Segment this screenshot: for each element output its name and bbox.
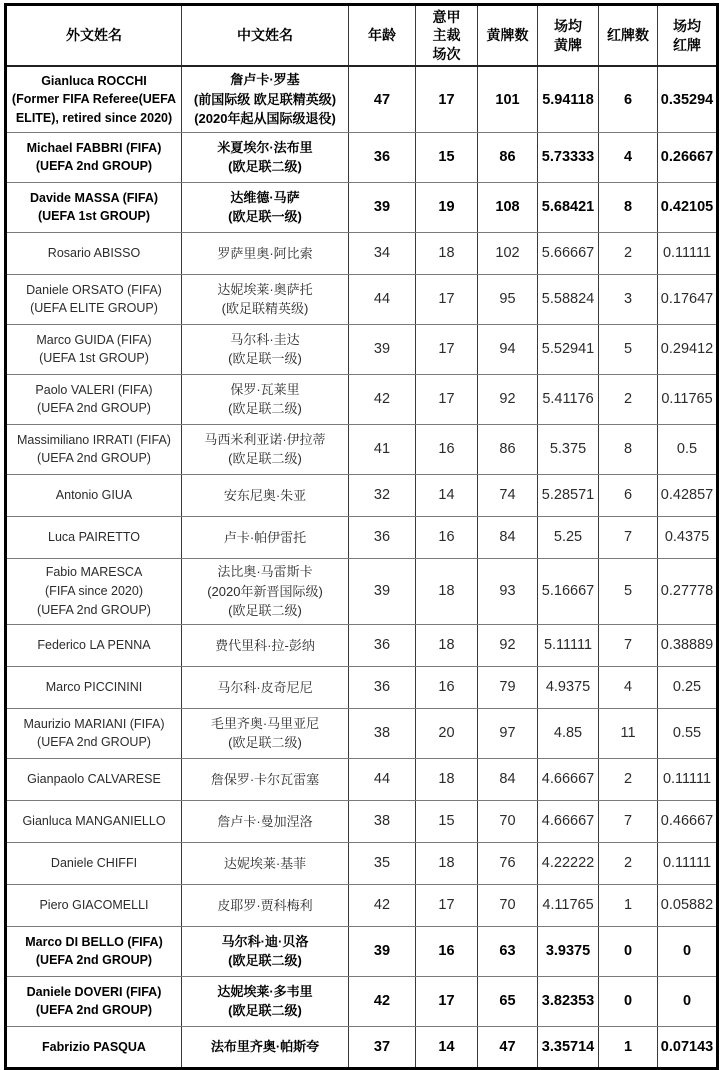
cell-foreign-name: [6, 884, 182, 926]
text-line: 意甲: [432, 9, 461, 25]
text-line: (UEFA ELITE GROUP): [30, 301, 158, 316]
text-line: (UEFA 2nd GROUP): [37, 451, 151, 466]
cell-foreign-name: [6, 474, 182, 516]
text-line: 马尔科·迪·贝洛: [221, 933, 309, 949]
cell-red-per-match: 0.11765: [658, 374, 718, 424]
cell-chinese-name: [182, 324, 349, 374]
table-row: [6, 274, 718, 324]
text-line: (UEFA 1st GROUP): [37, 209, 151, 224]
cell-red-per-match: 0.4375: [658, 516, 718, 558]
cell-yellow-cards: 84: [478, 516, 538, 558]
cell-foreign-name: [6, 66, 182, 132]
cell-serie-a-matches: 18: [416, 232, 478, 274]
cell-red-per-match: 0.38889: [658, 624, 718, 666]
text-line: 年龄: [368, 27, 396, 44]
cell-foreign-name: [6, 232, 182, 274]
cell-yellow-per-match: 3.9375: [538, 926, 599, 976]
text-line: 詹卢卡·曼加涅洛: [217, 813, 313, 829]
cell-age: 42: [349, 374, 416, 424]
text-line: 安东尼奥·朱亚: [223, 487, 307, 503]
table-row: [6, 132, 718, 182]
cell-yellow-cards: 70: [478, 800, 538, 842]
text-line: 场均: [673, 18, 701, 35]
cell-yellow-cards: 92: [478, 374, 538, 424]
text-line: Fabrizio PASQUA: [42, 1039, 146, 1054]
text-line: (欧足联一级): [228, 351, 302, 367]
cell-foreign-name: [6, 666, 182, 708]
text-line: 皮耶罗·贾科梅利: [217, 897, 313, 913]
cell-yellow-cards: 93: [478, 558, 538, 624]
cell-yellow-cards: 65: [478, 976, 538, 1026]
cell-red-cards: 6: [599, 66, 658, 132]
header-age: [349, 5, 416, 67]
cell-age: 39: [349, 324, 416, 374]
table-row: [6, 558, 718, 624]
cell-foreign-name: [6, 424, 182, 474]
cell-yellow-per-match: 4.66667: [538, 758, 599, 800]
text-line: 达妮埃莱·奥萨托: [217, 281, 313, 297]
text-line: Marco GUIDA (FIFA): [36, 332, 152, 347]
cell-chinese-name: [182, 624, 349, 666]
cell-red-cards: 1: [599, 884, 658, 926]
cell-serie-a-matches: 15: [416, 800, 478, 842]
cell-red-per-match: 0.07143: [658, 1026, 718, 1068]
cell-chinese-name: [182, 66, 349, 132]
cell-age: 37: [349, 1026, 416, 1068]
text-line: 场次: [432, 45, 461, 62]
cell-age: 39: [349, 182, 416, 232]
cell-red-per-match: 0.11111: [658, 842, 718, 884]
cell-serie-a-matches: 16: [416, 666, 478, 708]
cell-age: 36: [349, 132, 416, 182]
cell-foreign-name: [6, 1026, 182, 1068]
cell-red-per-match: 0.17647: [658, 274, 718, 324]
text-line: (UEFA 2nd GROUP): [37, 401, 151, 416]
cell-yellow-per-match: 4.9375: [538, 666, 599, 708]
cell-age: 36: [349, 666, 416, 708]
cell-foreign-name: [6, 800, 182, 842]
cell-foreign-name: [6, 274, 182, 324]
table-header: [6, 5, 718, 67]
table-row: [6, 424, 718, 474]
cell-yellow-cards: 70: [478, 884, 538, 926]
cell-chinese-name: [182, 182, 349, 232]
cell-serie-a-matches: 17: [416, 374, 478, 424]
cell-yellow-per-match: 3.35714: [538, 1026, 599, 1068]
cell-chinese-name: [182, 274, 349, 324]
text-line: 费代里科·拉-彭纳: [215, 637, 315, 653]
cell-foreign-name: [6, 182, 182, 232]
cell-foreign-name: [6, 708, 182, 758]
cell-age: 39: [349, 558, 416, 624]
text-line: 罗萨里奥·阿比索: [217, 245, 313, 261]
cell-red-cards: 2: [599, 842, 658, 884]
cell-chinese-name: [182, 558, 349, 624]
cell-red-per-match: 0.11111: [658, 758, 718, 800]
cell-red-per-match: 0.42857: [658, 474, 718, 516]
cell-yellow-cards: 102: [478, 232, 538, 274]
header-red-per-match: [658, 5, 718, 67]
cell-age: 42: [349, 976, 416, 1026]
cell-yellow-per-match: 4.85: [538, 708, 599, 758]
cell-red-cards: 3: [599, 274, 658, 324]
cell-red-cards: 5: [599, 324, 658, 374]
text-line: (前国际级 欧足联精英级): [193, 91, 337, 107]
text-line: Gianluca ROCCHI: [41, 73, 147, 88]
text-line: 卢卡·帕伊雷托: [223, 529, 307, 545]
cell-red-cards: 2: [599, 758, 658, 800]
cell-serie-a-matches: 17: [416, 884, 478, 926]
text-line: Rosario ABISSO: [47, 246, 141, 261]
cell-red-cards: 4: [599, 666, 658, 708]
cell-chinese-name: [182, 232, 349, 274]
cell-red-cards: 6: [599, 474, 658, 516]
cell-serie-a-matches: 16: [416, 926, 478, 976]
text-line: ELITE), retired since 2020): [15, 111, 173, 126]
cell-yellow-cards: 97: [478, 708, 538, 758]
text-line: Marco PICCININI: [45, 680, 143, 695]
table-row: [6, 708, 718, 758]
header-serie-a-matches: [416, 5, 478, 67]
cell-red-cards: 5: [599, 558, 658, 624]
cell-chinese-name: [182, 132, 349, 182]
cell-red-cards: 8: [599, 424, 658, 474]
cell-serie-a-matches: 17: [416, 66, 478, 132]
table-row: [6, 474, 718, 516]
header-yellow-per-match: [538, 5, 599, 67]
cell-red-per-match: 0.5: [658, 424, 718, 474]
cell-red-cards: 11: [599, 708, 658, 758]
cell-serie-a-matches: 18: [416, 758, 478, 800]
text-line: (欧足联一级): [228, 209, 302, 225]
cell-yellow-per-match: 4.11765: [538, 884, 599, 926]
cell-foreign-name: [6, 132, 182, 182]
cell-red-per-match: 0.46667: [658, 800, 718, 842]
cell-red-per-match: 0: [658, 976, 718, 1026]
text-line: (欧足联二级): [228, 953, 302, 969]
cell-age: 38: [349, 800, 416, 842]
text-line: 詹卢卡·罗基: [230, 72, 300, 88]
referee-stats-table: [4, 3, 719, 1070]
header-foreign-name: [6, 5, 182, 67]
cell-yellow-cards: 86: [478, 424, 538, 474]
cell-chinese-name: [182, 758, 349, 800]
cell-red-cards: 2: [599, 374, 658, 424]
table-row: [6, 624, 718, 666]
table-row: [6, 926, 718, 976]
table-row: [6, 758, 718, 800]
text-line: (欧足联精英级): [221, 301, 309, 317]
cell-chinese-name: [182, 374, 349, 424]
cell-foreign-name: [6, 926, 182, 976]
text-line: (欧足联二级): [228, 401, 302, 417]
text-line: Daniele ORSATO (FIFA): [26, 282, 162, 297]
text-line: (UEFA 2nd GROUP): [37, 735, 151, 750]
text-line: 詹保罗·卡尔瓦雷塞: [210, 771, 320, 787]
text-line: Daniele DOVERI (FIFA): [26, 984, 162, 999]
cell-yellow-per-match: 5.52941: [538, 324, 599, 374]
text-line: Maurizio MARIANI (FIFA): [23, 716, 165, 731]
cell-yellow-cards: 79: [478, 666, 538, 708]
header-yellow-cards: [478, 5, 538, 67]
cell-serie-a-matches: 18: [416, 842, 478, 884]
text-line: (UEFA 2nd GROUP): [35, 1003, 153, 1018]
cell-age: 36: [349, 624, 416, 666]
cell-age: 32: [349, 474, 416, 516]
text-line: 中文姓名: [237, 27, 293, 44]
cell-serie-a-matches: 20: [416, 708, 478, 758]
text-line: (UEFA 2nd GROUP): [37, 602, 151, 617]
cell-yellow-cards: 101: [478, 66, 538, 132]
cell-chinese-name: [182, 708, 349, 758]
cell-yellow-per-match: 5.68421: [538, 182, 599, 232]
cell-red-cards: 0: [599, 976, 658, 1026]
cell-yellow-per-match: 5.25: [538, 516, 599, 558]
cell-yellow-cards: 108: [478, 182, 538, 232]
text-line: 黄牌: [554, 36, 582, 53]
cell-chinese-name: [182, 976, 349, 1026]
cell-red-cards: 7: [599, 516, 658, 558]
text-line: Fabio MARESCA: [45, 565, 143, 580]
cell-yellow-cards: 63: [478, 926, 538, 976]
cell-yellow-per-match: 5.375: [538, 424, 599, 474]
cell-age: 44: [349, 274, 416, 324]
cell-red-per-match: 0: [658, 926, 718, 976]
cell-yellow-cards: 74: [478, 474, 538, 516]
cell-foreign-name: [6, 624, 182, 666]
text-line: 红牌: [673, 36, 701, 53]
cell-red-cards: 0: [599, 926, 658, 976]
table-row: [6, 800, 718, 842]
text-line: (欧足联二级): [228, 159, 302, 175]
cell-yellow-per-match: 4.22222: [538, 842, 599, 884]
text-line: (欧足联二级): [228, 1003, 302, 1019]
table-row: [6, 666, 718, 708]
cell-red-cards: 1: [599, 1026, 658, 1068]
text-line: 主裁: [432, 27, 461, 44]
table-row: [6, 374, 718, 424]
cell-yellow-cards: 94: [478, 324, 538, 374]
text-line: Luca PAIRETTO: [48, 530, 140, 545]
cell-serie-a-matches: 16: [416, 424, 478, 474]
cell-foreign-name: [6, 374, 182, 424]
text-line: 马西米利亚诺·伊拉蒂: [204, 431, 326, 447]
cell-red-cards: 2: [599, 232, 658, 274]
cell-yellow-per-match: 5.11111: [538, 624, 599, 666]
cell-chinese-name: [182, 424, 349, 474]
text-line: 马尔科·皮奇尼尼: [217, 679, 313, 695]
text-line: Massimiliano IRRATI (FIFA): [17, 432, 171, 447]
cell-yellow-per-match: 5.28571: [538, 474, 599, 516]
cell-red-per-match: 0.11111: [658, 232, 718, 274]
cell-age: 41: [349, 424, 416, 474]
text-line: (UEFA 1st GROUP): [39, 351, 149, 366]
text-line: 黄牌数: [486, 27, 529, 44]
table-row: [6, 1026, 718, 1068]
cell-chinese-name: [182, 800, 349, 842]
cell-red-cards: 4: [599, 132, 658, 182]
text-line: 达妮埃莱·基菲: [223, 855, 307, 871]
cell-red-per-match: 0.35294: [658, 66, 718, 132]
text-line: Gianluca MANGANIELLO: [22, 814, 166, 829]
cell-red-per-match: 0.27778: [658, 558, 718, 624]
cell-yellow-cards: 92: [478, 624, 538, 666]
cell-foreign-name: [6, 758, 182, 800]
table-body: [6, 66, 718, 1068]
table-row: [6, 516, 718, 558]
header-row: [6, 5, 718, 67]
cell-yellow-per-match: 5.66667: [538, 232, 599, 274]
cell-yellow-cards: 47: [478, 1026, 538, 1068]
cell-red-per-match: 0.26667: [658, 132, 718, 182]
cell-chinese-name: [182, 474, 349, 516]
table-row: [6, 182, 718, 232]
text-line: Michael FABBRI (FIFA): [26, 140, 162, 155]
table-row: [6, 842, 718, 884]
cell-yellow-cards: 76: [478, 842, 538, 884]
text-line: 外文姓名: [66, 27, 122, 44]
cell-yellow-per-match: 5.16667: [538, 558, 599, 624]
text-line: 保罗·瓦莱里: [230, 381, 300, 397]
cell-serie-a-matches: 18: [416, 558, 478, 624]
text-line: 达维德·马萨: [230, 189, 300, 205]
text-line: 红牌数: [607, 27, 649, 44]
text-line: 毛里齐奥·马里亚尼: [210, 715, 320, 731]
text-line: Marco DI BELLO (FIFA): [25, 934, 163, 949]
text-line: (2020年新晋国际级): [207, 583, 323, 599]
cell-red-per-match: 0.05882: [658, 884, 718, 926]
cell-yellow-cards: 84: [478, 758, 538, 800]
cell-yellow-per-match: 5.73333: [538, 132, 599, 182]
text-line: (UEFA 2nd GROUP): [35, 953, 153, 968]
text-line: Antonio GIUA: [55, 488, 133, 503]
cell-serie-a-matches: 14: [416, 1026, 478, 1068]
cell-yellow-per-match: 4.66667: [538, 800, 599, 842]
text-line: 法布里齐奥·帕斯夸: [210, 1039, 320, 1055]
cell-age: 47: [349, 66, 416, 132]
cell-serie-a-matches: 17: [416, 976, 478, 1026]
header-red-cards: [599, 5, 658, 67]
cell-yellow-per-match: 5.94118: [538, 66, 599, 132]
cell-foreign-name: [6, 324, 182, 374]
cell-age: 36: [349, 516, 416, 558]
cell-foreign-name: [6, 516, 182, 558]
cell-serie-a-matches: 15: [416, 132, 478, 182]
cell-red-per-match: 0.29412: [658, 324, 718, 374]
table-row: [6, 66, 718, 132]
text-line: (Former FIFA Referee(UEFA: [11, 92, 177, 107]
cell-serie-a-matches: 14: [416, 474, 478, 516]
text-line: Daniele CHIFFI: [50, 856, 138, 871]
cell-chinese-name: [182, 1026, 349, 1068]
cell-chinese-name: [182, 516, 349, 558]
cell-serie-a-matches: 16: [416, 516, 478, 558]
cell-yellow-cards: 95: [478, 274, 538, 324]
text-line: Piero GIACOMELLI: [39, 898, 149, 913]
cell-serie-a-matches: 17: [416, 324, 478, 374]
cell-yellow-cards: 86: [478, 132, 538, 182]
cell-foreign-name: [6, 976, 182, 1026]
cell-serie-a-matches: 17: [416, 274, 478, 324]
text-line: 达妮埃莱·多韦里: [217, 983, 313, 999]
text-line: Federico LA PENNA: [37, 638, 151, 653]
cell-red-cards: 7: [599, 800, 658, 842]
cell-yellow-per-match: 3.82353: [538, 976, 599, 1026]
text-line: Paolo VALERI (FIFA): [35, 382, 153, 397]
cell-age: 38: [349, 708, 416, 758]
cell-age: 35: [349, 842, 416, 884]
cell-foreign-name: [6, 558, 182, 624]
table-row: [6, 232, 718, 274]
text-line: Gianpaolo CALVARESE: [27, 772, 161, 787]
text-line: (UEFA 2nd GROUP): [35, 159, 153, 174]
cell-age: 39: [349, 926, 416, 976]
cell-chinese-name: [182, 884, 349, 926]
cell-red-per-match: 0.25: [658, 666, 718, 708]
cell-red-cards: 8: [599, 182, 658, 232]
cell-serie-a-matches: 18: [416, 624, 478, 666]
text-line: 场均: [554, 18, 582, 35]
table-row: [6, 976, 718, 1026]
cell-chinese-name: [182, 666, 349, 708]
header-chinese-name: [182, 5, 349, 67]
text-line: Davide MASSA (FIFA): [29, 190, 159, 205]
text-line: (欧足联二级): [228, 735, 302, 751]
cell-chinese-name: [182, 926, 349, 976]
cell-age: 34: [349, 232, 416, 274]
text-line: 米夏埃尔·法布里: [217, 139, 313, 155]
cell-age: 44: [349, 758, 416, 800]
cell-chinese-name: [182, 842, 349, 884]
cell-red-cards: 7: [599, 624, 658, 666]
table-row: [6, 324, 718, 374]
text-line: (2020年起从国际级退役): [194, 111, 336, 127]
table-row: [6, 884, 718, 926]
text-line: 法比奥·马雷斯卡: [217, 564, 313, 580]
text-line: (欧足联二级): [228, 451, 302, 467]
text-line: (欧足联二级): [228, 603, 302, 619]
text-line: 马尔科·圭达: [230, 331, 300, 347]
cell-foreign-name: [6, 842, 182, 884]
cell-red-per-match: 0.55: [658, 708, 718, 758]
cell-age: 42: [349, 884, 416, 926]
cell-yellow-per-match: 5.41176: [538, 374, 599, 424]
text-line: (FIFA since 2020): [45, 584, 143, 599]
cell-yellow-per-match: 5.58824: [538, 274, 599, 324]
cell-red-per-match: 0.42105: [658, 182, 718, 232]
cell-serie-a-matches: 19: [416, 182, 478, 232]
